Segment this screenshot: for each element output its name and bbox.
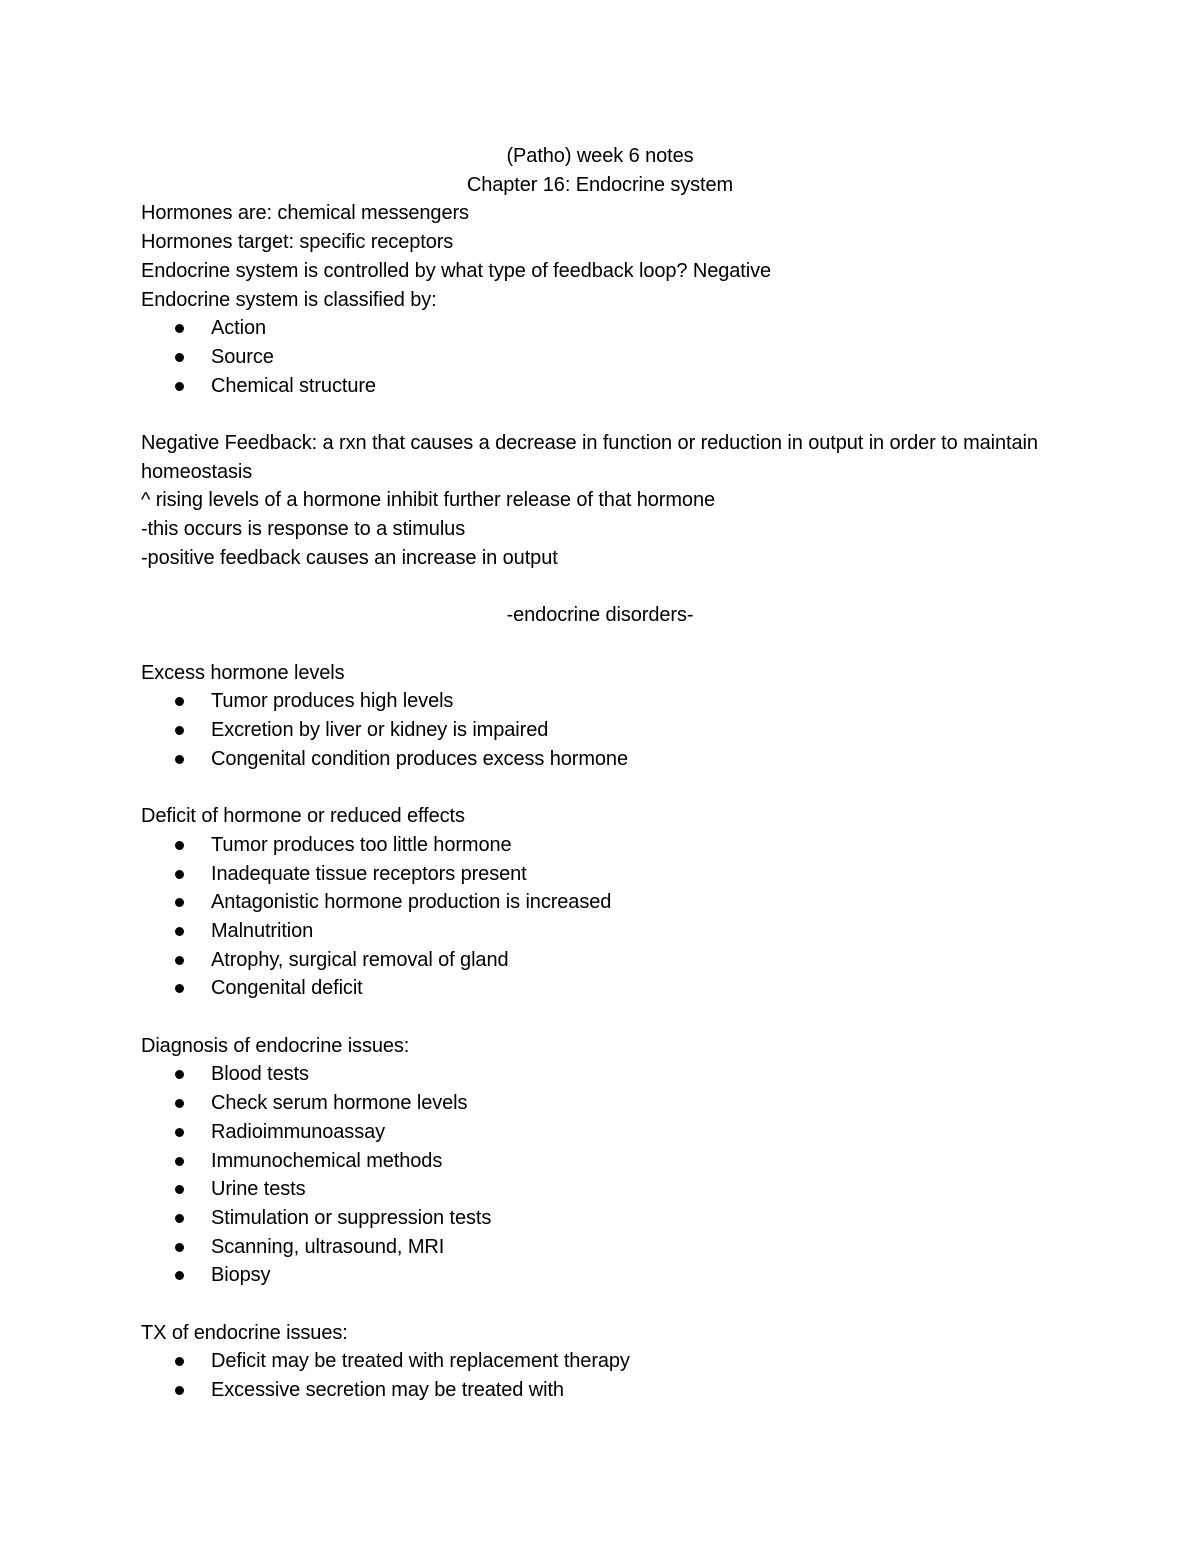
document-title: (Patho) week 6 notes: [506, 145, 694, 167]
list-item-text: Check serum hormone levels: [211, 1092, 468, 1115]
bullet-icon: [175, 870, 184, 879]
blank-line: [141, 400, 1061, 429]
blank-line: [141, 1290, 1061, 1319]
list-item: [141, 1204, 1061, 1233]
bullet-icon: [175, 1157, 184, 1166]
list-item: [141, 372, 1061, 401]
list-item-text: Inadequate tissue receptors present: [211, 862, 527, 885]
list-item: [141, 888, 1061, 917]
bullet-icon: [175, 1214, 184, 1223]
bullet-icon: [175, 841, 184, 850]
list-item: [141, 687, 1061, 716]
bullet-icon: [175, 353, 184, 362]
deficit-heading: Deficit of hormone or reduced effects: [141, 805, 465, 828]
list-item-text: Congenital condition produces excess hormone: [211, 747, 628, 770]
list-item: [141, 1175, 1061, 1204]
list-item-text: Stimulation or suppression tests: [211, 1206, 492, 1229]
diagnosis-list: [141, 1060, 1061, 1290]
list-item-text: Antagonistic hormone production is increased: [211, 891, 612, 914]
blank-line: [141, 773, 1061, 802]
list-item-text: Tumor produces high levels: [211, 690, 454, 713]
list-item-text: Excessive secretion may be treated with: [211, 1379, 564, 1402]
list-item-text: Radioimmunoassay: [211, 1120, 386, 1143]
bullet-icon: [175, 984, 184, 993]
list-item: [141, 1347, 1061, 1376]
feedback-note: ^ rising levels of a hormone inhibit further release of that hormone: [141, 489, 716, 512]
list-item: [141, 1118, 1061, 1147]
list-item: [141, 860, 1061, 889]
blank-line: [141, 573, 1061, 602]
list-item: [141, 343, 1061, 372]
hormones-are-line: Hormones are: chemical messengers: [141, 202, 469, 225]
list-item-text: Immunochemical methods: [211, 1149, 443, 1172]
classified-by-line: Endocrine system is classified by:: [141, 288, 437, 311]
list-item: [141, 1261, 1061, 1290]
list-item: [141, 716, 1061, 745]
feedback-question-line: Endocrine system is controlled by what type of feedback loop? Negative: [141, 259, 772, 282]
bullet-icon: [175, 1271, 184, 1280]
list-item-text: Source: [211, 345, 274, 368]
list-item: [141, 1233, 1061, 1262]
bullet-icon: [175, 1128, 184, 1137]
deficit-list: [141, 831, 1061, 1003]
excess-heading: Excess hormone levels: [141, 661, 345, 684]
list-item: [141, 974, 1061, 1003]
bullet-icon: [175, 898, 184, 907]
blank-line: [141, 630, 1061, 659]
treatment-list: [141, 1347, 1061, 1404]
negative-feedback-definition: Negative Feedback: a rxn that causes a decrease in function or reduction in output in order to maintain homeostasis: [141, 432, 1038, 483]
list-item-text: Biopsy: [211, 1264, 271, 1287]
list-item: [141, 946, 1061, 975]
bullet-icon: [175, 324, 184, 333]
bullet-icon: [175, 927, 184, 936]
chapter-heading: Chapter 16: Endocrine system: [466, 173, 734, 196]
feedback-note: -this occurs is response to a stimulus: [141, 518, 466, 541]
diagnosis-heading: Diagnosis of endocrine issues:: [141, 1034, 410, 1057]
list-item-text: Urine tests: [211, 1178, 306, 1201]
list-item: [141, 1376, 1061, 1405]
list-item-text: Scanning, ultrasound, MRI: [211, 1235, 445, 1258]
list-item-text: Atrophy, surgical removal of gland: [211, 948, 509, 971]
feedback-note: -positive feedback causes an increase in output: [141, 546, 558, 569]
list-item: [141, 1089, 1061, 1118]
bullet-icon: [175, 1243, 184, 1252]
excess-list: [141, 687, 1061, 773]
bullet-icon: [175, 956, 184, 965]
bullet-icon: [175, 1099, 184, 1108]
bullet-icon: [175, 1357, 184, 1366]
list-item: [141, 314, 1061, 343]
list-item: [141, 1060, 1061, 1089]
list-item-text: Blood tests: [211, 1063, 309, 1086]
blank-line: [141, 1003, 1061, 1032]
list-item-text: Congenital deficit: [211, 977, 363, 1000]
list-item-text: Chemical structure: [211, 374, 376, 397]
bullet-icon: [175, 697, 184, 706]
disorders-heading: -endocrine disorders-: [506, 604, 694, 627]
bullet-icon: [175, 726, 184, 735]
hormones-target-line: Hormones target: specific receptors: [141, 231, 454, 254]
list-item: [141, 745, 1061, 774]
list-item-text: Deficit may be treated with replacement therapy: [211, 1350, 630, 1373]
list-item-text: Action: [211, 317, 266, 340]
list-item: [141, 917, 1061, 946]
document-body: [141, 142, 1061, 1405]
list-item-text: Tumor produces too little hormone: [211, 833, 512, 856]
bullet-icon: [175, 755, 184, 764]
bullet-icon: [175, 1070, 184, 1079]
list-item: [141, 831, 1061, 860]
list-item-text: Excretion by liver or kidney is impaired: [211, 719, 549, 742]
bullet-icon: [175, 1185, 184, 1194]
list-item-text: Malnutrition: [211, 919, 314, 942]
list-item: [141, 1147, 1061, 1176]
bullet-icon: [175, 382, 184, 391]
bullet-icon: [175, 1386, 184, 1395]
treatment-heading: TX of endocrine issues:: [141, 1321, 348, 1344]
classification-list: [141, 314, 1061, 400]
